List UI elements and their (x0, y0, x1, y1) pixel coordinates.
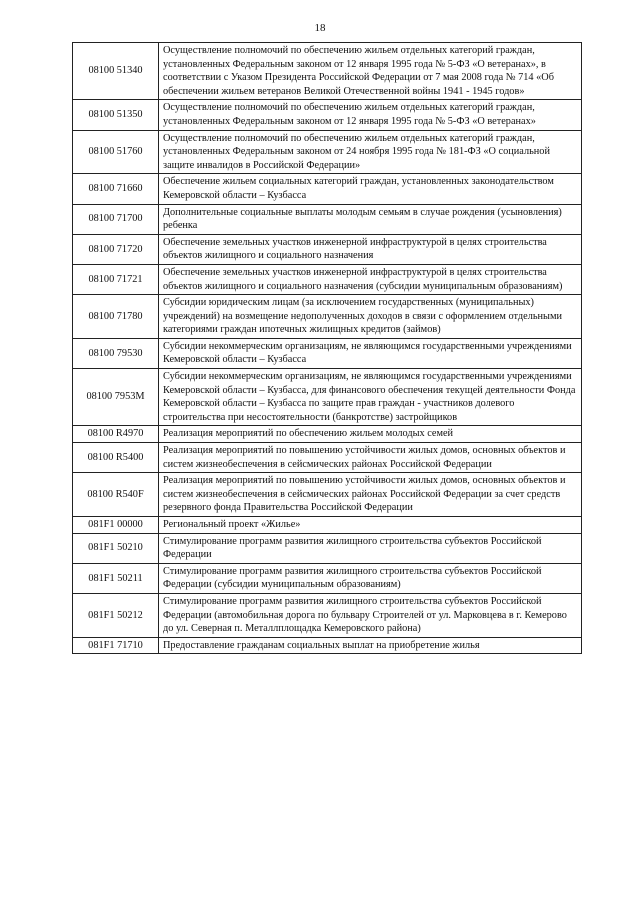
table-row (73, 264, 582, 294)
row-code: 081F1 50211 (73, 563, 159, 593)
table-row (73, 100, 582, 130)
row-code: 081F1 50212 (73, 593, 159, 637)
row-code: 08100 51760 (73, 130, 159, 174)
row-code: 08100 79530 (73, 338, 159, 368)
budget-classification-table (72, 42, 582, 654)
row-code: 08100 51340 (73, 43, 159, 100)
row-description: Обеспечение земельных участков инженерной инфраструктурой в целях строительства объектов жилищного и социального назначения (субсидии муниципальным образованиям) (159, 264, 582, 294)
row-description: Дополнительные социальные выплаты молодым семьям в случае рождения (усыновления) ребенка (159, 204, 582, 234)
row-description: Обеспечение жильем социальных категорий граждан, установленных законодательством Кемеровской области – Кузбасса (159, 174, 582, 204)
row-description: Обеспечение земельных участков инженерной инфраструктурой в целях строительства объектов жилищного и социального назначения (159, 234, 582, 264)
row-description: Стимулирование программ развития жилищного строительства субъектов Российской Федерации (субсидии муниципальным образованиям) (159, 563, 582, 593)
row-description: Реализация мероприятий по повышению устойчивости жилых домов, основных объектов и систем жизнеобеспечения в сейсмических районах Российской Федерации (159, 443, 582, 473)
row-description: Осуществление полномочий по обеспечению жильем отдельных категорий граждан, установленных Федеральным законом от 12 января 1995 года № 5-ФЗ «О ветеранах», в соответствии с Указом Президента Российской Федерации от 7 мая 2008 года № 714 «Об обеспечении жильем ветеранов Великой Отечественной войны 1941 - 1945 годов» (159, 43, 582, 100)
row-description: Предоставление гражданам социальных выплат на приобретение жилья (159, 637, 582, 654)
row-description: Стимулирование программ развития жилищного строительства субъектов Российской Федерации (159, 533, 582, 563)
table-row (73, 369, 582, 426)
table-row (73, 426, 582, 443)
row-code: 08100 51350 (73, 100, 159, 130)
row-description: Реализация мероприятий по обеспечению жильем молодых семей (159, 426, 582, 443)
row-description: Стимулирование программ развития жилищного строительства субъектов Российской Федерации (автомобильная дорога по бульвару Строителей от ул. Марковцева в г. Кемерово до ул. Северная п. Металлплощадка Кемеровского района) (159, 593, 582, 637)
row-code: 08100 R4970 (73, 426, 159, 443)
table-row (73, 338, 582, 368)
table-row (73, 533, 582, 563)
row-description: Субсидии юридическим лицам (за исключением государственных (муниципальных) учреждений) на возмещение недополученных доходов в связи с оформлением отдельными категориями граждан ипотечных жилищных кредитов (займов) (159, 295, 582, 339)
row-description: Субсидии некоммерческим организациям, не являющимся государственными учреждениями Кемеровской области – Кузбасса (159, 338, 582, 368)
row-code: 08100 71721 (73, 264, 159, 294)
row-code: 08100 R540F (73, 473, 159, 517)
table-row (73, 43, 582, 100)
table-row (73, 204, 582, 234)
row-code: 08100 71780 (73, 295, 159, 339)
row-code: 08100 71660 (73, 174, 159, 204)
table-row (73, 563, 582, 593)
row-code: 08100 R5400 (73, 443, 159, 473)
row-code: 08100 71720 (73, 234, 159, 264)
row-description: Субсидии некоммерческим организациям, не являющимся государственными учреждениями Кемеровской области – Кузбасса, для финансового обеспечения текущей деятельности Фонда Кемеровской области – Кузбасса по защите прав граждан - участников долевого строительства при несостоятельности (банкротстве) застройщиков (159, 369, 582, 426)
table-row (73, 443, 582, 473)
table-row (73, 517, 582, 534)
row-code: 081F1 71710 (73, 637, 159, 654)
table-row (73, 234, 582, 264)
table-row (73, 130, 582, 174)
row-description: Реализация мероприятий по повышению устойчивости жилых домов, основных объектов и систем жизнеобеспечения в сейсмических районах Российской Федерации за счет средств резервного фонда Правительства Российской Федерации (159, 473, 582, 517)
row-code: 081F1 00000 (73, 517, 159, 534)
table-row (73, 593, 582, 637)
row-code: 08100 71700 (73, 204, 159, 234)
row-description: Региональный проект «Жилье» (159, 517, 582, 534)
row-description: Осуществление полномочий по обеспечению жильем отдельных категорий граждан, установленных Федеральным законом от 12 января 1995 года № 5-ФЗ «О ветеранах» (159, 100, 582, 130)
table-row (73, 295, 582, 339)
page-number: 18 (314, 22, 326, 34)
table-row (73, 174, 582, 204)
row-code: 081F1 50210 (73, 533, 159, 563)
row-code: 08100 7953М (73, 369, 159, 426)
row-description: Осуществление полномочий по обеспечению жильем отдельных категорий граждан, установленных Федеральным законом от 24 ноября 1995 года № 181-ФЗ «О социальной защите инвалидов в Российской Федерации» (159, 130, 582, 174)
table-row (73, 473, 582, 517)
table-row (73, 637, 582, 654)
